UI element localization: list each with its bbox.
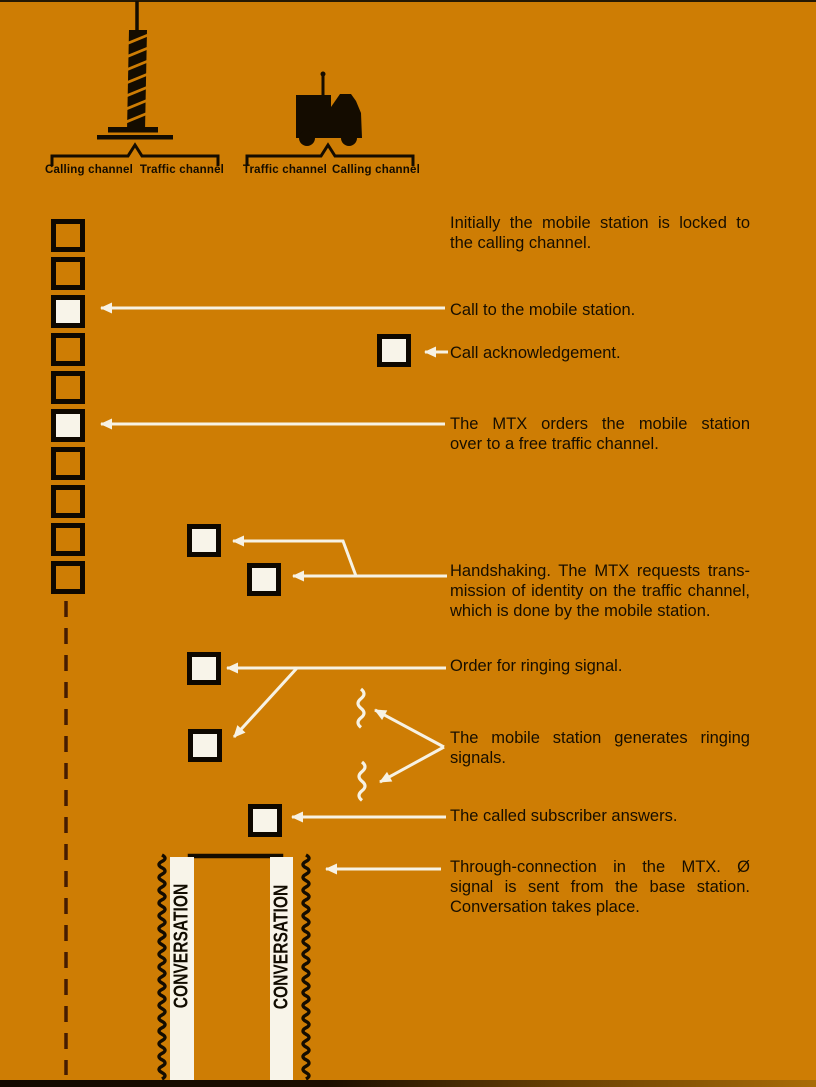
base-traffic-channel-label: Traffic channel xyxy=(139,164,225,176)
antenna-tower-icon xyxy=(97,1,173,140)
note-line: The mobile station generates ringing xyxy=(450,729,750,747)
note-line: Call acknowledgement. xyxy=(450,344,621,362)
channel-message-square xyxy=(51,523,85,556)
base-station-bracket xyxy=(52,145,218,166)
arrow-ringing-lower xyxy=(380,747,444,782)
page-bottom-edge xyxy=(0,1080,816,1087)
channel-message-square xyxy=(51,295,85,328)
conversation-zigzag-right xyxy=(303,855,309,1079)
conversation-label-right: CONVERSATION xyxy=(270,884,293,1010)
note-mtx-order xyxy=(450,414,750,454)
note-line: over to a free traffic channel. xyxy=(450,435,659,453)
note-line: Handshaking. The MTX requests trans- xyxy=(450,562,750,580)
handshake-square-lower xyxy=(247,563,281,596)
truck-icon xyxy=(296,72,362,147)
channel-message-square xyxy=(51,409,85,442)
note-line: signal is sent from the base station. xyxy=(450,878,750,896)
note-line: Call to the mobile station. xyxy=(450,301,636,319)
conversation-label-left: CONVERSATION xyxy=(170,883,193,1009)
note-line: Conversation takes place. xyxy=(450,898,640,916)
note-handshake xyxy=(450,561,750,621)
channel-message-square xyxy=(51,257,85,290)
ring-order-square xyxy=(187,652,221,685)
handshake-square-upper xyxy=(187,524,221,557)
calling-channel-message-column xyxy=(51,219,85,594)
channel-message-square xyxy=(51,219,85,252)
note-line: Through-connection in the MTX. Ø xyxy=(450,858,750,876)
note-line: signals. xyxy=(450,749,506,767)
note-ack xyxy=(450,343,750,363)
note-line: The MTX orders the mobile station xyxy=(450,415,750,433)
subscriber-answer-square xyxy=(248,804,282,837)
note-line: the calling channel. xyxy=(450,234,592,252)
note-ring-order xyxy=(450,656,750,676)
conversation-zigzag-left xyxy=(159,855,165,1079)
call-ack-square xyxy=(377,334,411,367)
ringing-signal-squiggle-top xyxy=(358,689,364,727)
mobile-traffic-channel-label: Traffic channel xyxy=(242,164,328,176)
mobile-station-bracket xyxy=(247,145,413,166)
mobile-calling-channel-label: Calling channel xyxy=(332,164,420,176)
channel-message-square xyxy=(51,447,85,480)
arrow-ringing-upper xyxy=(375,710,444,747)
channel-message-square xyxy=(51,371,85,404)
note-call xyxy=(450,300,750,320)
arrow-ring-order-branch xyxy=(234,668,297,737)
note-line: which is done by the mobile station. xyxy=(450,602,711,620)
channel-message-square xyxy=(51,561,85,594)
note-locked xyxy=(450,213,750,253)
ringing-signal-squiggle-bottom xyxy=(359,762,365,800)
channel-message-square xyxy=(51,333,85,366)
note-line: The called subscriber answers. xyxy=(450,807,678,825)
channel-message-square xyxy=(51,485,85,518)
note-line: Initially the mobile station is locked to xyxy=(450,214,750,232)
note-answer xyxy=(450,806,750,826)
note-line: Order for ringing signal. xyxy=(450,657,623,675)
note-ring-gen xyxy=(450,728,750,768)
ring-generate-square xyxy=(188,729,222,762)
through-connection-bracket xyxy=(190,856,281,878)
note-line: mission of identity on the traffic channel, xyxy=(450,582,750,600)
note-through xyxy=(450,857,750,917)
base-calling-channel-label: Calling channel xyxy=(45,164,133,176)
